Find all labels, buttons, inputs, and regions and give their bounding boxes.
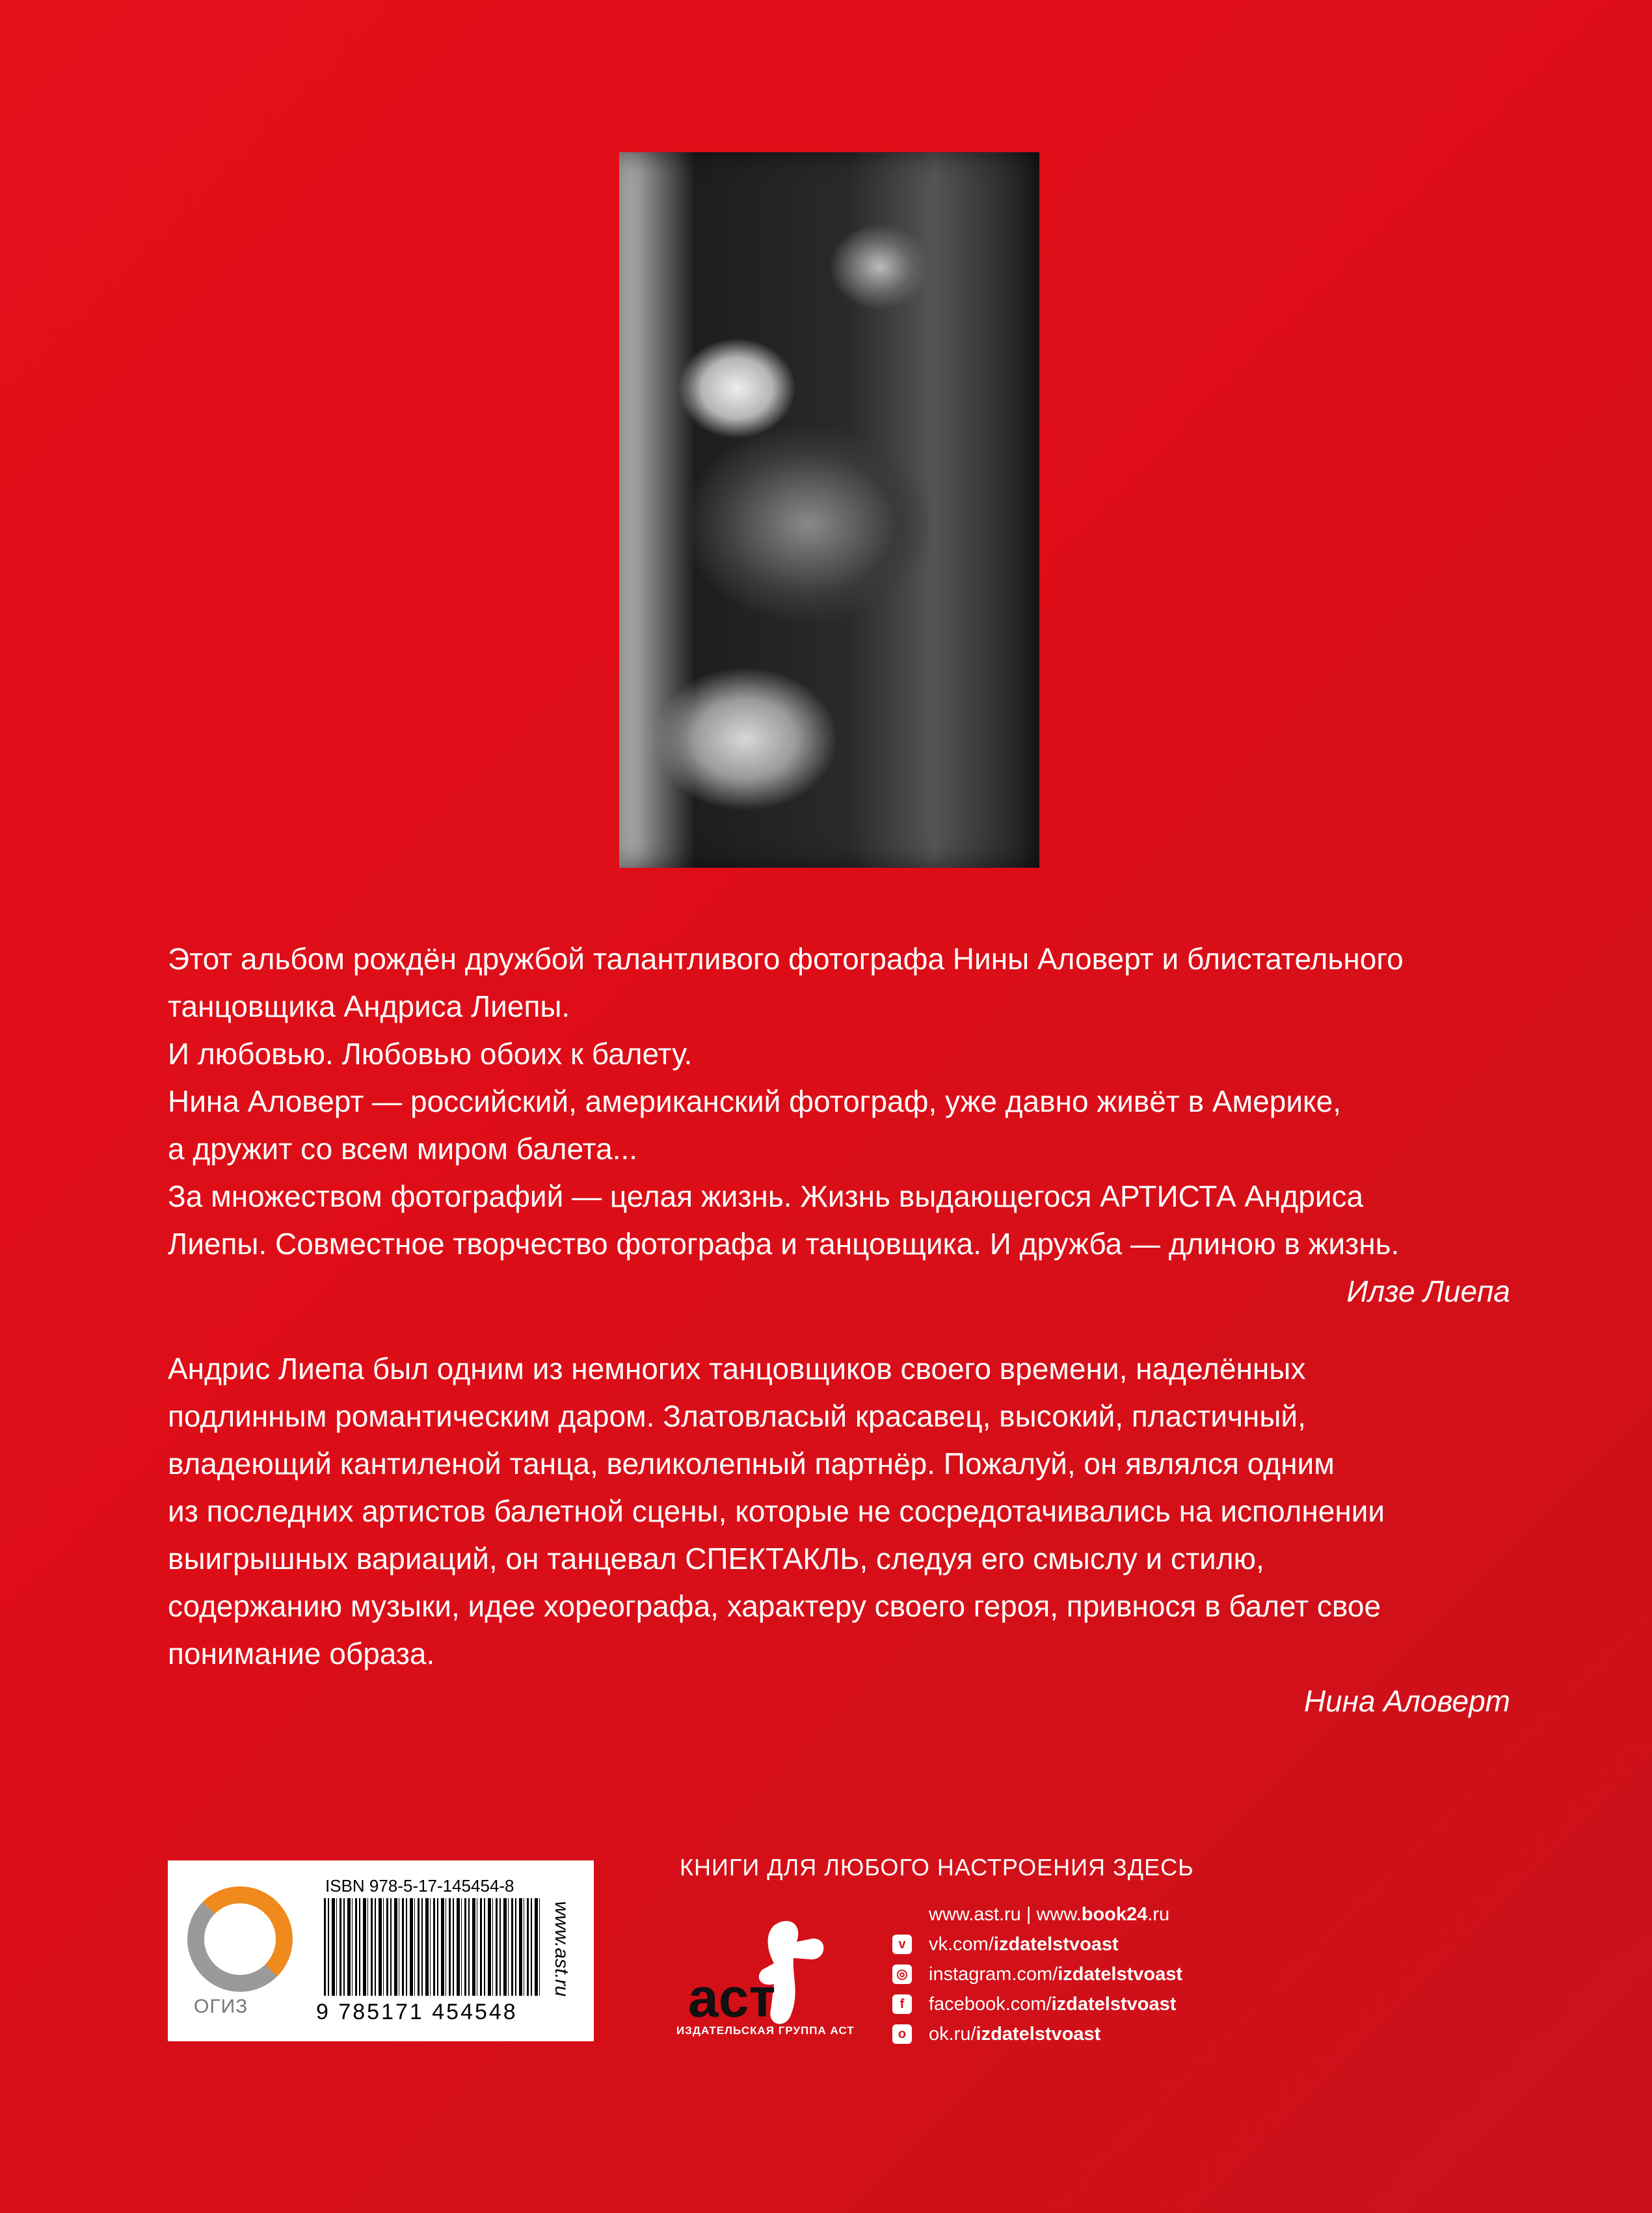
barcode-icon <box>324 1898 542 1996</box>
link-instagram[interactable]: ◎ instagram.com/ izdatelstvoast <box>892 1959 1182 1989</box>
quote-line: владеющий кантиленой танца, великолепный партнёр. Пожалуй, он являлся одним <box>168 1447 1335 1481</box>
website-vertical: www.ast.ru <box>551 1901 572 1997</box>
facebook-icon: f <box>892 1994 912 2014</box>
ast-logo-icon <box>676 1912 833 2043</box>
quote-line: понимание образа. <box>168 1637 435 1670</box>
quote-line: Нина Аловерт — российский, американский фотограф, уже давно живёт в Америке, <box>168 1084 1342 1118</box>
quote-line: выигрышных вариаций, он танцевал СПЕКТАКЛЬ, следуя его смыслу и стилю, <box>168 1542 1264 1576</box>
vk-icon: v <box>892 1935 912 1954</box>
quote-line: И любовью. Любовью обоих к балету. <box>168 1037 693 1071</box>
quote-line: танцовщика Андриса Лиепы. <box>168 989 570 1023</box>
link-website[interactable]: www.ast.ru | www. book24 .ru <box>892 1899 1182 1929</box>
quote-line: а дружит со всем миром балета... <box>168 1132 638 1166</box>
isbn-label: ISBN 978-5-17-145454-8 <box>325 1876 514 1896</box>
quote-nina-alovert <box>168 1345 1510 1725</box>
quote-signature: Илзе Лиепа <box>1346 1274 1510 1308</box>
link-facebook[interactable]: f facebook.com/ izdatelstvoast <box>892 1989 1182 2019</box>
globe-icon <box>892 1905 912 1924</box>
quote-line: Лиепы. Совместное творчество фотографа и танцовщика. И дружба — длиною в жизнь. <box>168 1227 1400 1261</box>
quote-line: содержанию музыки, идее хореографа, характеру своего героя, привнося в балет свое <box>168 1589 1381 1623</box>
isbn-digits: 9 785171 454548 <box>316 2000 518 2024</box>
quote-line: Андрис Лиепа был одним из немногих танцовщиков своего времени, наделённых <box>168 1352 1306 1386</box>
ast-logo-caption: ИЗДАТЕЛЬСКАЯ ГРУППА АСТ <box>676 2024 855 2037</box>
ogiz-logo-icon <box>187 1886 293 1992</box>
barcode-panel <box>168 1860 594 2041</box>
instagram-icon: ◎ <box>892 1965 912 1984</box>
ballet-photo <box>619 152 1039 868</box>
quote-ilze-liepa <box>168 935 1510 1315</box>
link-vk[interactable]: v vk.com/ izdatelstvoast <box>892 1929 1182 1959</box>
quote-signature: Нина Аловерт <box>1303 1684 1510 1718</box>
quote-line: подлинным романтическим даром. Златовласый красавец, высокий, пластичный, <box>168 1399 1306 1433</box>
quote-line: Этот альбом рождён дружбой талантливого фотографа Нины Аловерт и блистательного <box>168 942 1404 976</box>
quote-line: За множеством фотографий — целая жизнь. Жизнь выдающегося АРТИСТА Андриса <box>168 1179 1364 1213</box>
contact-links <box>892 1899 1182 2049</box>
link-odnoklassniki[interactable]: o ok.ru/ izdatelstvoast <box>892 2019 1182 2049</box>
odnoklassniki-icon: o <box>892 2024 912 2044</box>
quote-line: из последних артистов балетной сцены, которые не сосредотачивались на исполнении <box>168 1494 1385 1528</box>
ast-logo-text: аст <box>688 1967 776 2028</box>
ogiz-logo-label: ОГИЗ <box>194 1996 248 2017</box>
promo-heading: КНИГИ ДЛЯ ЛЮБОГО НАСТРОЕНИЯ ЗДЕСЬ <box>680 1854 1194 1881</box>
